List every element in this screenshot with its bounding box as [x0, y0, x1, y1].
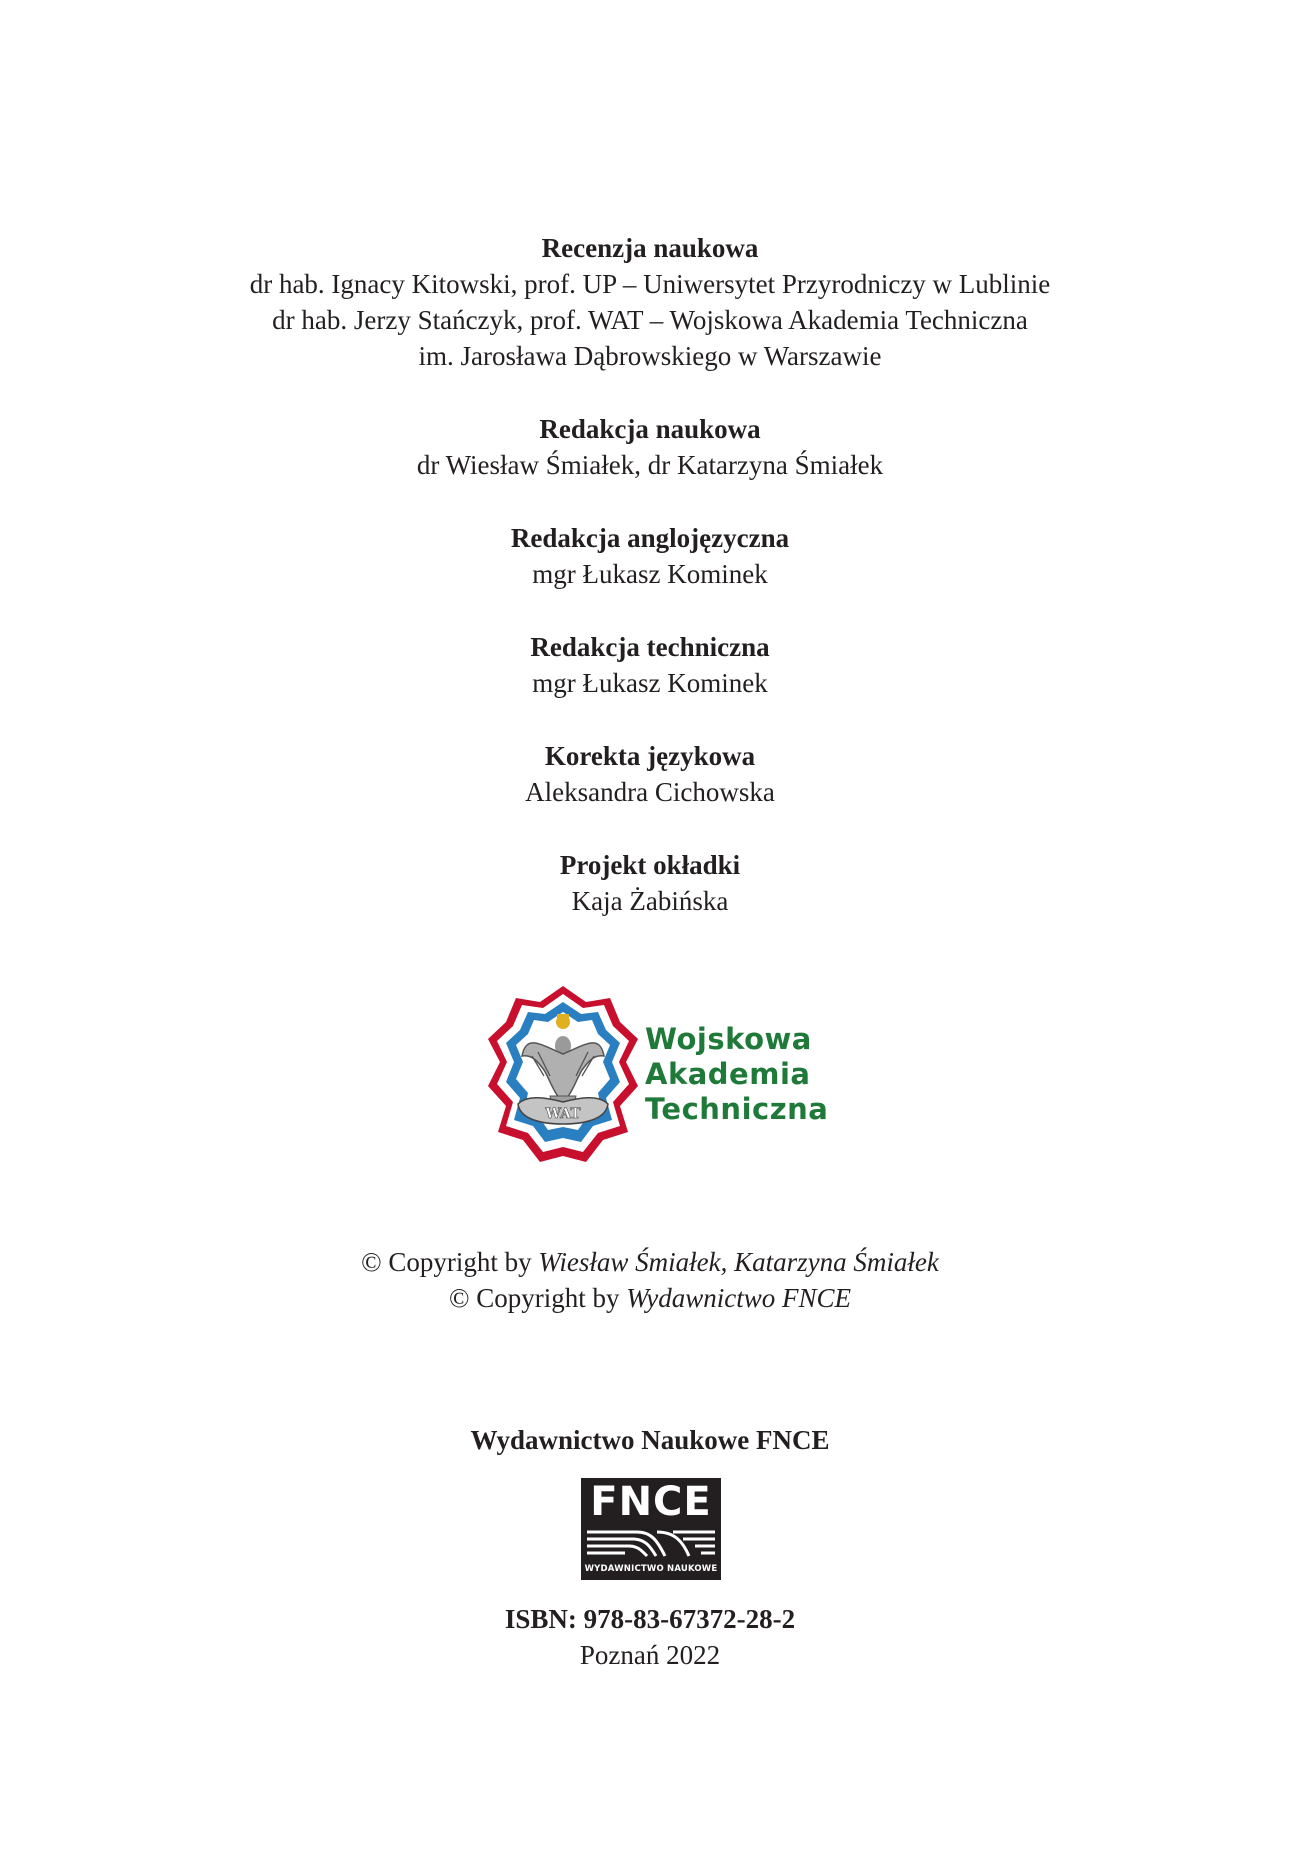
credit-review: [0, 230, 1300, 374]
copyright-notice: [0, 1244, 1300, 1316]
publisher-name: [0, 1422, 1300, 1458]
credit-line: mgr Łukasz Kominek: [532, 559, 768, 589]
fnce-logo-text: FNCE: [590, 1479, 712, 1525]
wat-name-line: Akademia: [645, 1057, 811, 1091]
credit-heading: Redakcja naukowa: [539, 414, 761, 444]
isbn: ISBN: 978-83-67372-28-2: [504, 1604, 796, 1634]
isbn-block: [0, 1601, 1300, 1673]
credit-line: dr hab. Jerzy Stańczyk, prof. WAT – Wojskowa Akademia Techniczna: [272, 305, 1028, 335]
credit-scientific-editing: [0, 411, 1300, 483]
wat-name-line: Wojskowa: [645, 1022, 812, 1056]
credit-cover-design: [0, 847, 1300, 919]
credit-line: dr Wiesław Śmiałek, dr Katarzyna Śmiałek: [416, 450, 884, 480]
copyright-holder: Wiesław Śmiałek, Katarzyna Śmiałek: [538, 1247, 939, 1277]
copyright-prefix: © Copyright by: [448, 1283, 627, 1313]
place-year: Poznań 2022: [579, 1640, 721, 1670]
wat-name: [645, 1022, 828, 1127]
copyright-holder: Wydawnictwo FNCE: [626, 1283, 852, 1313]
credit-heading: Recenzja naukowa: [541, 233, 759, 263]
fnce-logo: [581, 1478, 721, 1580]
credit-line: im. Jarosława Dąbrowskiego w Warszawie: [418, 341, 882, 371]
wat-name-line: Techniczna: [645, 1092, 829, 1126]
credit-line: dr hab. Ignacy Kitowski, prof. UP – Uniwersytet Przyrodniczy w Lublinie: [249, 269, 1051, 299]
credit-line: Aleksandra Cichowska: [525, 777, 775, 807]
fnce-logo-subtitle: WYDAWNICTWO NAUKOWE: [584, 1564, 718, 1574]
wat-logo: [488, 984, 829, 1174]
fnce-waves-icon: [587, 1526, 715, 1562]
credit-heading: Korekta językowa: [544, 741, 756, 771]
eagle-emblem-icon: [488, 984, 638, 1174]
copyright-line: [0, 1244, 1300, 1280]
copyright-line: [0, 1280, 1300, 1316]
wat-badge-text: WAT: [545, 1106, 581, 1122]
publisher-name-text: Wydawnictwo Naukowe FNCE: [470, 1425, 830, 1455]
credit-english-editing: [0, 520, 1300, 592]
credit-heading: Redakcja techniczna: [530, 632, 770, 662]
credit-proofreading: [0, 738, 1300, 810]
credits-list: [0, 230, 1300, 956]
credit-heading: Redakcja anglojęzyczna: [510, 523, 790, 553]
credit-heading: Projekt okładki: [559, 850, 741, 880]
credit-line: mgr Łukasz Kominek: [532, 668, 768, 698]
credit-technical-editing: [0, 629, 1300, 701]
copyright-prefix: © Copyright by: [361, 1247, 539, 1277]
credit-line: Kaja Żabińska: [571, 886, 729, 916]
